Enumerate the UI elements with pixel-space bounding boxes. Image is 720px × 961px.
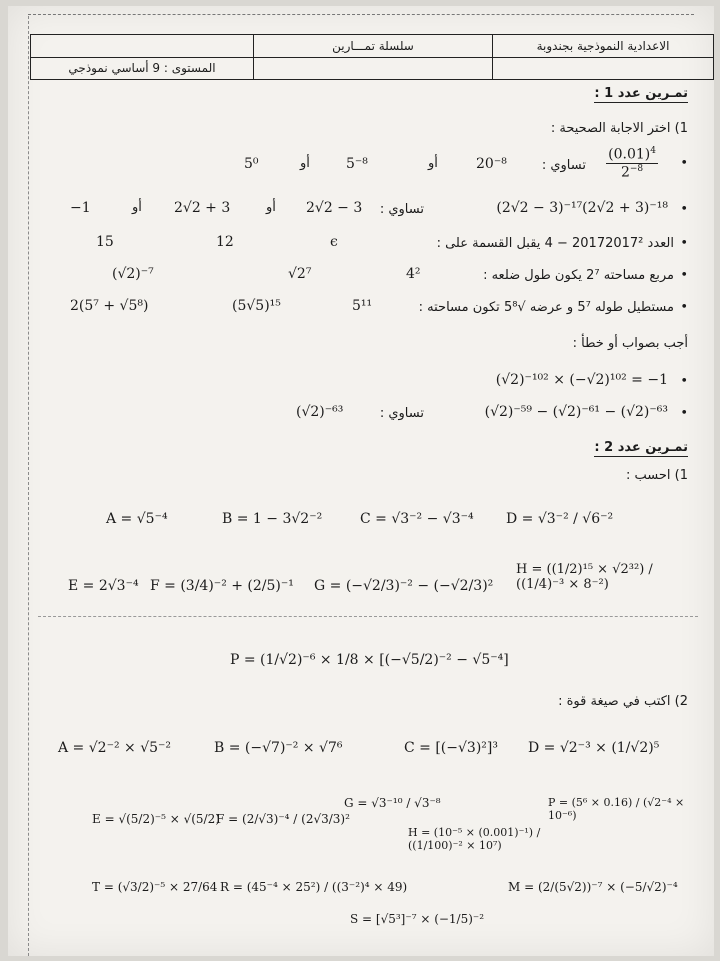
ex2-F: F = (3/4)⁻² + (2/5)⁻¹ [150,578,294,594]
ex2-D: D = √3⁻² / √6⁻² [506,511,614,527]
ex2-power-A: A = √2⁻² × √5⁻² [58,740,172,756]
ex1-part1-title: 1) اختر الاجابة الصحيحة : [550,121,688,136]
ex1-q3-opt-3: ϵ [330,234,338,250]
left-margin-line [28,16,29,956]
ex2-power-B: B = (−√7)⁻² × √7⁶ [214,740,343,756]
ex2-power-R: R = (45⁻⁴ × 25²) / ((3⁻²)⁴ × 49) [220,880,408,894]
ex1-tf2-label: تساوي : [379,406,424,421]
ex2-power-S: S = [√5³]⁻⁷ × (−1/5)⁻² [350,912,485,926]
ex2-power-M: M = (2/(5√2))⁻⁷ × (−5/√2)⁻⁴ [508,880,678,894]
exercise-1-title: تمـرين عدد 1 : [594,86,688,101]
ex2-P: P = (1/√2)⁻⁶ × 1/8 × [(−√5/2)⁻² − √5⁻⁴] [230,652,509,668]
bullet: • [680,300,688,315]
ex1-q1-opt-3: 20⁻⁸ [476,156,507,172]
ex1-q1-or: أو [428,156,438,171]
bullet: • [680,156,688,171]
header-series-cell [253,35,492,79]
bullet: • [680,374,688,389]
ex2-power-D: D = √2⁻³ × (1/√2)⁵ [528,740,660,756]
ex2-H: H = ((1/2)¹⁵ × √2³²) / ((1/4)⁻³ × 8⁻²) [516,562,653,592]
ex1-q5-opt-3: 5¹¹ [352,298,373,314]
ex1-q2-opt-3: 2√2 − 3 [306,200,363,216]
ex1-q5-opt-2: (5√5)¹⁵ [232,298,281,314]
ex2-A: A = √5⁻⁴ [106,511,168,527]
ex1-q3-label: العدد 20172017² − 4 يقبل القسمة على : [436,236,674,251]
ex2-power-F: F = (2/√3)⁻⁴ / (2√3/3)² [216,812,350,826]
bullet: • [680,236,688,251]
header-school-cell [492,35,713,79]
header-school: الاعدادية النموذجية بجندوبة [536,38,670,53]
header-table [30,34,714,80]
bullet: • [680,202,688,217]
ex2-power-H: H = (10⁻⁵ × (0.001)⁻¹) / ((1/100)⁻² × 10⁷) [408,826,541,852]
ex1-q5-opt-1: 2(5⁷ + √5⁸) [70,298,149,314]
ex2-E: E = 2√3⁻⁴ [68,578,139,594]
ex1-q4-opt-3: 4² [406,266,421,282]
ex1-q1-opt-2: 5⁻⁸ [346,156,368,172]
ex1-part2-title: أجب بصواب أو خطأ : [572,336,688,351]
ex2-G: G = (−√2/3)⁻² − (−√2/3)² [314,578,494,594]
ex1-q3-opt-2: 12 [216,234,234,250]
ex2-part1-title: 1) احسب : [625,468,688,483]
ex2-power-C: C = [(−√3)²]³ [404,740,498,756]
ex1-q2-expr: (2√2 − 3)⁻¹⁷(2√2 + 3)⁻¹⁸ [496,200,668,216]
worksheet-page [8,6,714,956]
ex1-q1-fraction: $\frac{(0.01)^4}{2^{-8}}$ [608,146,656,181]
ex1-q5-label: مستطيل طوله 5⁷ و عرضه √5⁸ تكون مساحته : [418,300,674,315]
ex1-q2-opt-1: −1 [70,200,91,216]
ex1-q2-label: تساوي : [379,202,424,217]
ex2-power-G: G = √3⁻¹⁰ / √3⁻⁸ [344,796,441,810]
ex1-q1-label: تساوي : [541,158,586,173]
ex1-tf1: (√2)⁻¹⁰² × (−√2)¹⁰² = −1 [495,372,668,388]
exercise-2-title: تمـرين عدد 2 : [594,440,688,455]
bullet: • [680,406,688,421]
ex1-q1-opt-1: 5⁰ [244,156,259,172]
ex2-power-T: T = (√3/2)⁻⁵ × 27/64 [92,880,218,894]
header-level: المستوى : 9 أساسي نموذجي [31,57,253,80]
ex2-power-P: P = (5⁶ × 0.16) / (√2⁻⁴ × 10⁻⁶) [548,796,685,822]
ex1-q1-or: أو [300,156,310,171]
ex2-C: C = √3⁻² − √3⁻⁴ [360,511,474,527]
ex2-B: B = 1 − 3√2⁻² [222,511,323,527]
ex1-q4-opt-1: (√2)⁻⁷ [112,266,154,282]
ex2-power-E: E = √(5/2)⁻⁵ × √(5/2) [92,812,220,826]
ex1-tf2-expr: (√2)⁻⁵⁹ − (√2)⁻⁶¹ − (√2)⁻⁶³ [484,404,668,420]
header-series: سلسلة تمـــارين [332,38,414,53]
ex1-q2-opt-2: 2√2 + 3 [174,200,231,216]
ex1-tf2-answer: (√2)⁻⁶³ [296,404,344,420]
ex1-q3-opt-1: 15 [96,234,114,250]
header-level-cell [31,35,253,79]
ex1-q4-opt-2: √2⁷ [288,266,312,282]
ex1-q4-label: مربع مساحته 2⁷ يكون طول ضلعه : [483,268,674,283]
ex1-q2-or: أو [266,200,276,215]
ex2-part2-title: 2) اكتب في صيغة قوة : [558,694,688,709]
top-dashed-border [28,14,694,15]
bullet: • [680,268,688,283]
ex1-q2-or: أو [132,200,142,215]
divider [38,616,698,617]
